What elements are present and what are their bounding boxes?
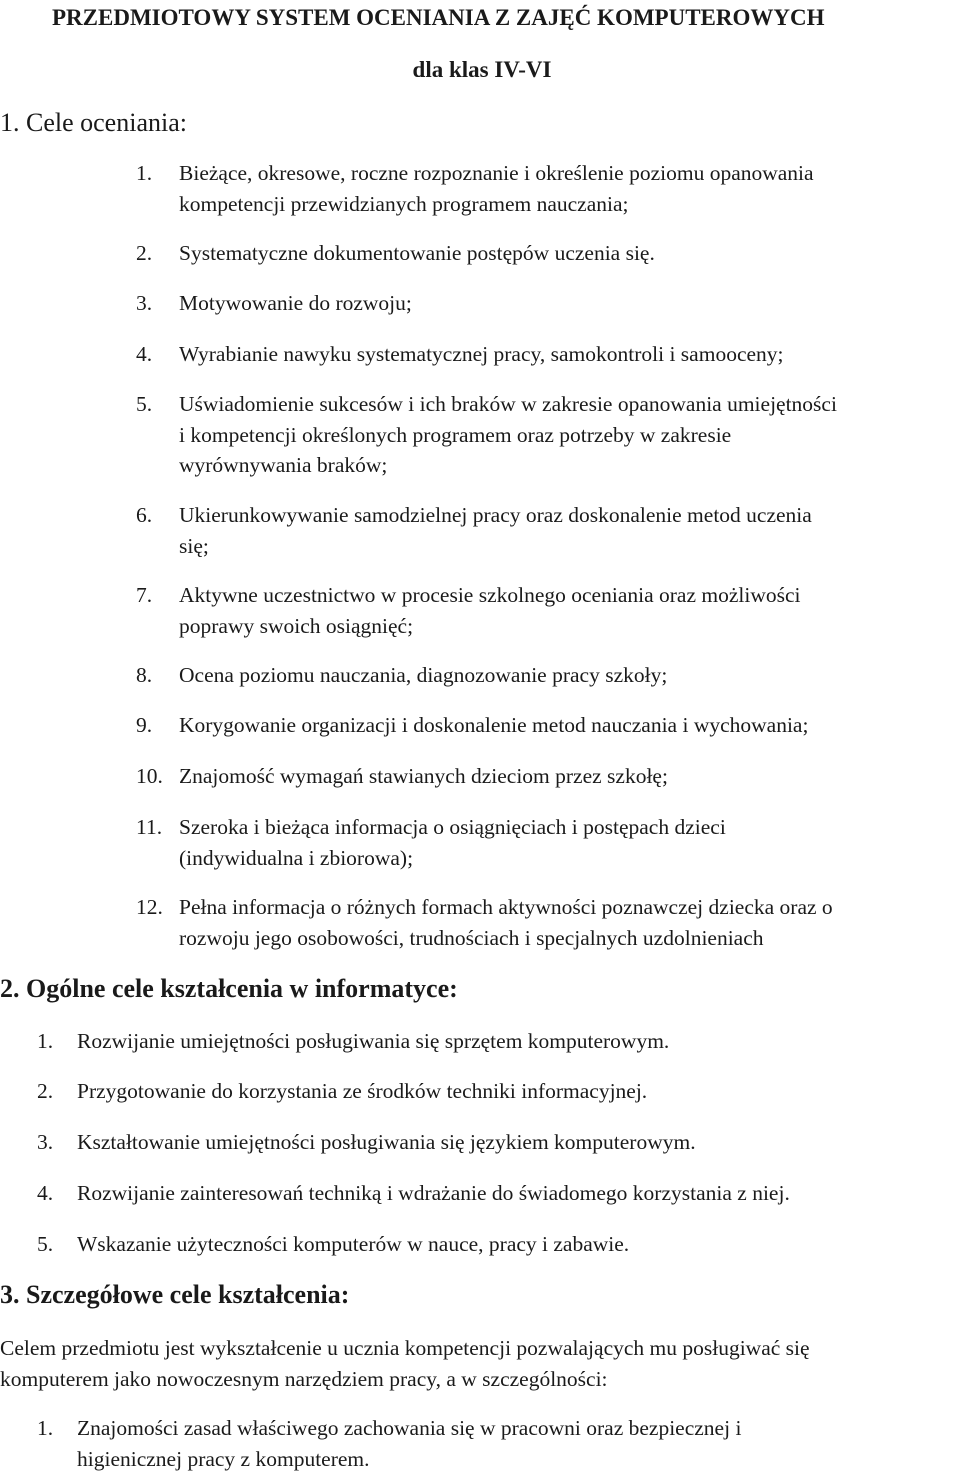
list-item-number: 1. (37, 1416, 54, 1440)
list-item-text: Wyrabianie nawyku systematycznej pracy, samokontroli i samooceny; (179, 342, 784, 366)
list-item-text: Korygowanie organizacji i doskonalenie metod nauczania i wychowania; (179, 713, 809, 737)
section-3-paragraph: Celem przedmiotu jest wykształcenie u ucznia kompetencji pozwalających mu posługiwać się komputerem jako nowoczesnym narzędziem pracy, a w szczególności: (0, 1336, 810, 1391)
list-item-number: 5. (37, 1232, 54, 1256)
section-2-heading: 2. Ogólne cele kształcenia w informatyce: (0, 974, 458, 1003)
list-item-number: 1. (37, 1029, 54, 1053)
list-item-number: 4. (136, 342, 153, 366)
list-item-text: Uświadomienie sukcesów i ich braków w zakresie opanowania umiejętności i kompetencji określonych programem oraz potrzeby w zakresie wyrównywania braków; (179, 392, 837, 477)
list-item-text: Wskazanie użyteczności komputerów w nauce, pracy i zabawie. (77, 1232, 630, 1256)
list-item-number: 9. (136, 713, 153, 737)
list-item-text: Znajomość wymagań stawianych dzieciom przez szkołę; (179, 764, 668, 788)
list-item-text: Bieżące, okresowe, roczne rozpoznanie i określenie poziomu opanowania kompetencji przewidzianych programem nauczania; (179, 161, 814, 216)
document-subtitle: dla klas IV-VI (412, 57, 552, 82)
list-item-text: Rozwijanie zainteresowań techniką i wdrażanie do świadomego korzystania z niej. (77, 1181, 790, 1205)
list-item-text: Pełna informacja o różnych formach aktywności poznawczej dziecka oraz o rozwoju jego osobowości, trudnościach i specjalnych uzdolnieniach (179, 895, 833, 950)
list-item-text: Systematyczne dokumentowanie postępów uczenia się. (179, 241, 655, 265)
list-item-number: 5. (136, 392, 153, 416)
list-item-text: Szeroka i bieżąca informacja o osiągnięciach i postępach dzieci (indywidualna i zbiorowa); (179, 815, 726, 870)
list-item-number: 2. (136, 241, 153, 265)
list-item-number: 6. (136, 503, 153, 527)
section-3-heading: 3. Szczegółowe cele kształcenia: (0, 1280, 350, 1309)
section-1-heading: 1. Cele oceniania: (0, 108, 187, 137)
list-item-number: 4. (37, 1181, 54, 1205)
list-item-text: Rozwijanie umiejętności posługiwania się sprzętem komputerowym. (77, 1029, 670, 1053)
list-item-number: 1. (136, 161, 153, 185)
list-item-number: 2. (37, 1079, 54, 1103)
list-item-number: 3. (37, 1130, 54, 1154)
list-item-text: Przygotowanie do korzystania ze środków techniki informacyjnej. (77, 1079, 648, 1103)
list-item-number: 10. (136, 764, 163, 788)
list-item-text: Znajomości zasad właściwego zachowania się w pracowni oraz bezpiecznej i higienicznej pracy z komputerem. (77, 1416, 742, 1471)
list-item-text: Ukierunkowywanie samodzielnej pracy oraz doskonalenie metod uczenia się; (179, 503, 812, 558)
list-item-text: Ocena poziomu nauczania, diagnozowanie pracy szkoły; (179, 663, 668, 687)
list-item-text: Aktywne uczestnictwo w procesie szkolnego oceniania oraz możliwości poprawy swoich osiągnięć; (179, 583, 801, 638)
list-item-number: 7. (136, 583, 153, 607)
list-item-text: Kształtowanie umiejętności posługiwania się językiem komputerowym. (77, 1130, 696, 1154)
list-item-text: Motywowanie do rozwoju; (179, 291, 412, 315)
list-item-number: 12. (136, 895, 163, 919)
list-item-number: 11. (136, 815, 163, 839)
list-item-number: 8. (136, 663, 153, 687)
list-item-number: 3. (136, 291, 153, 315)
document-title: PRZEDMIOTOWY SYSTEM OCENIANIA Z ZAJĘĆ KOMPUTEROWYCH (52, 5, 825, 30)
